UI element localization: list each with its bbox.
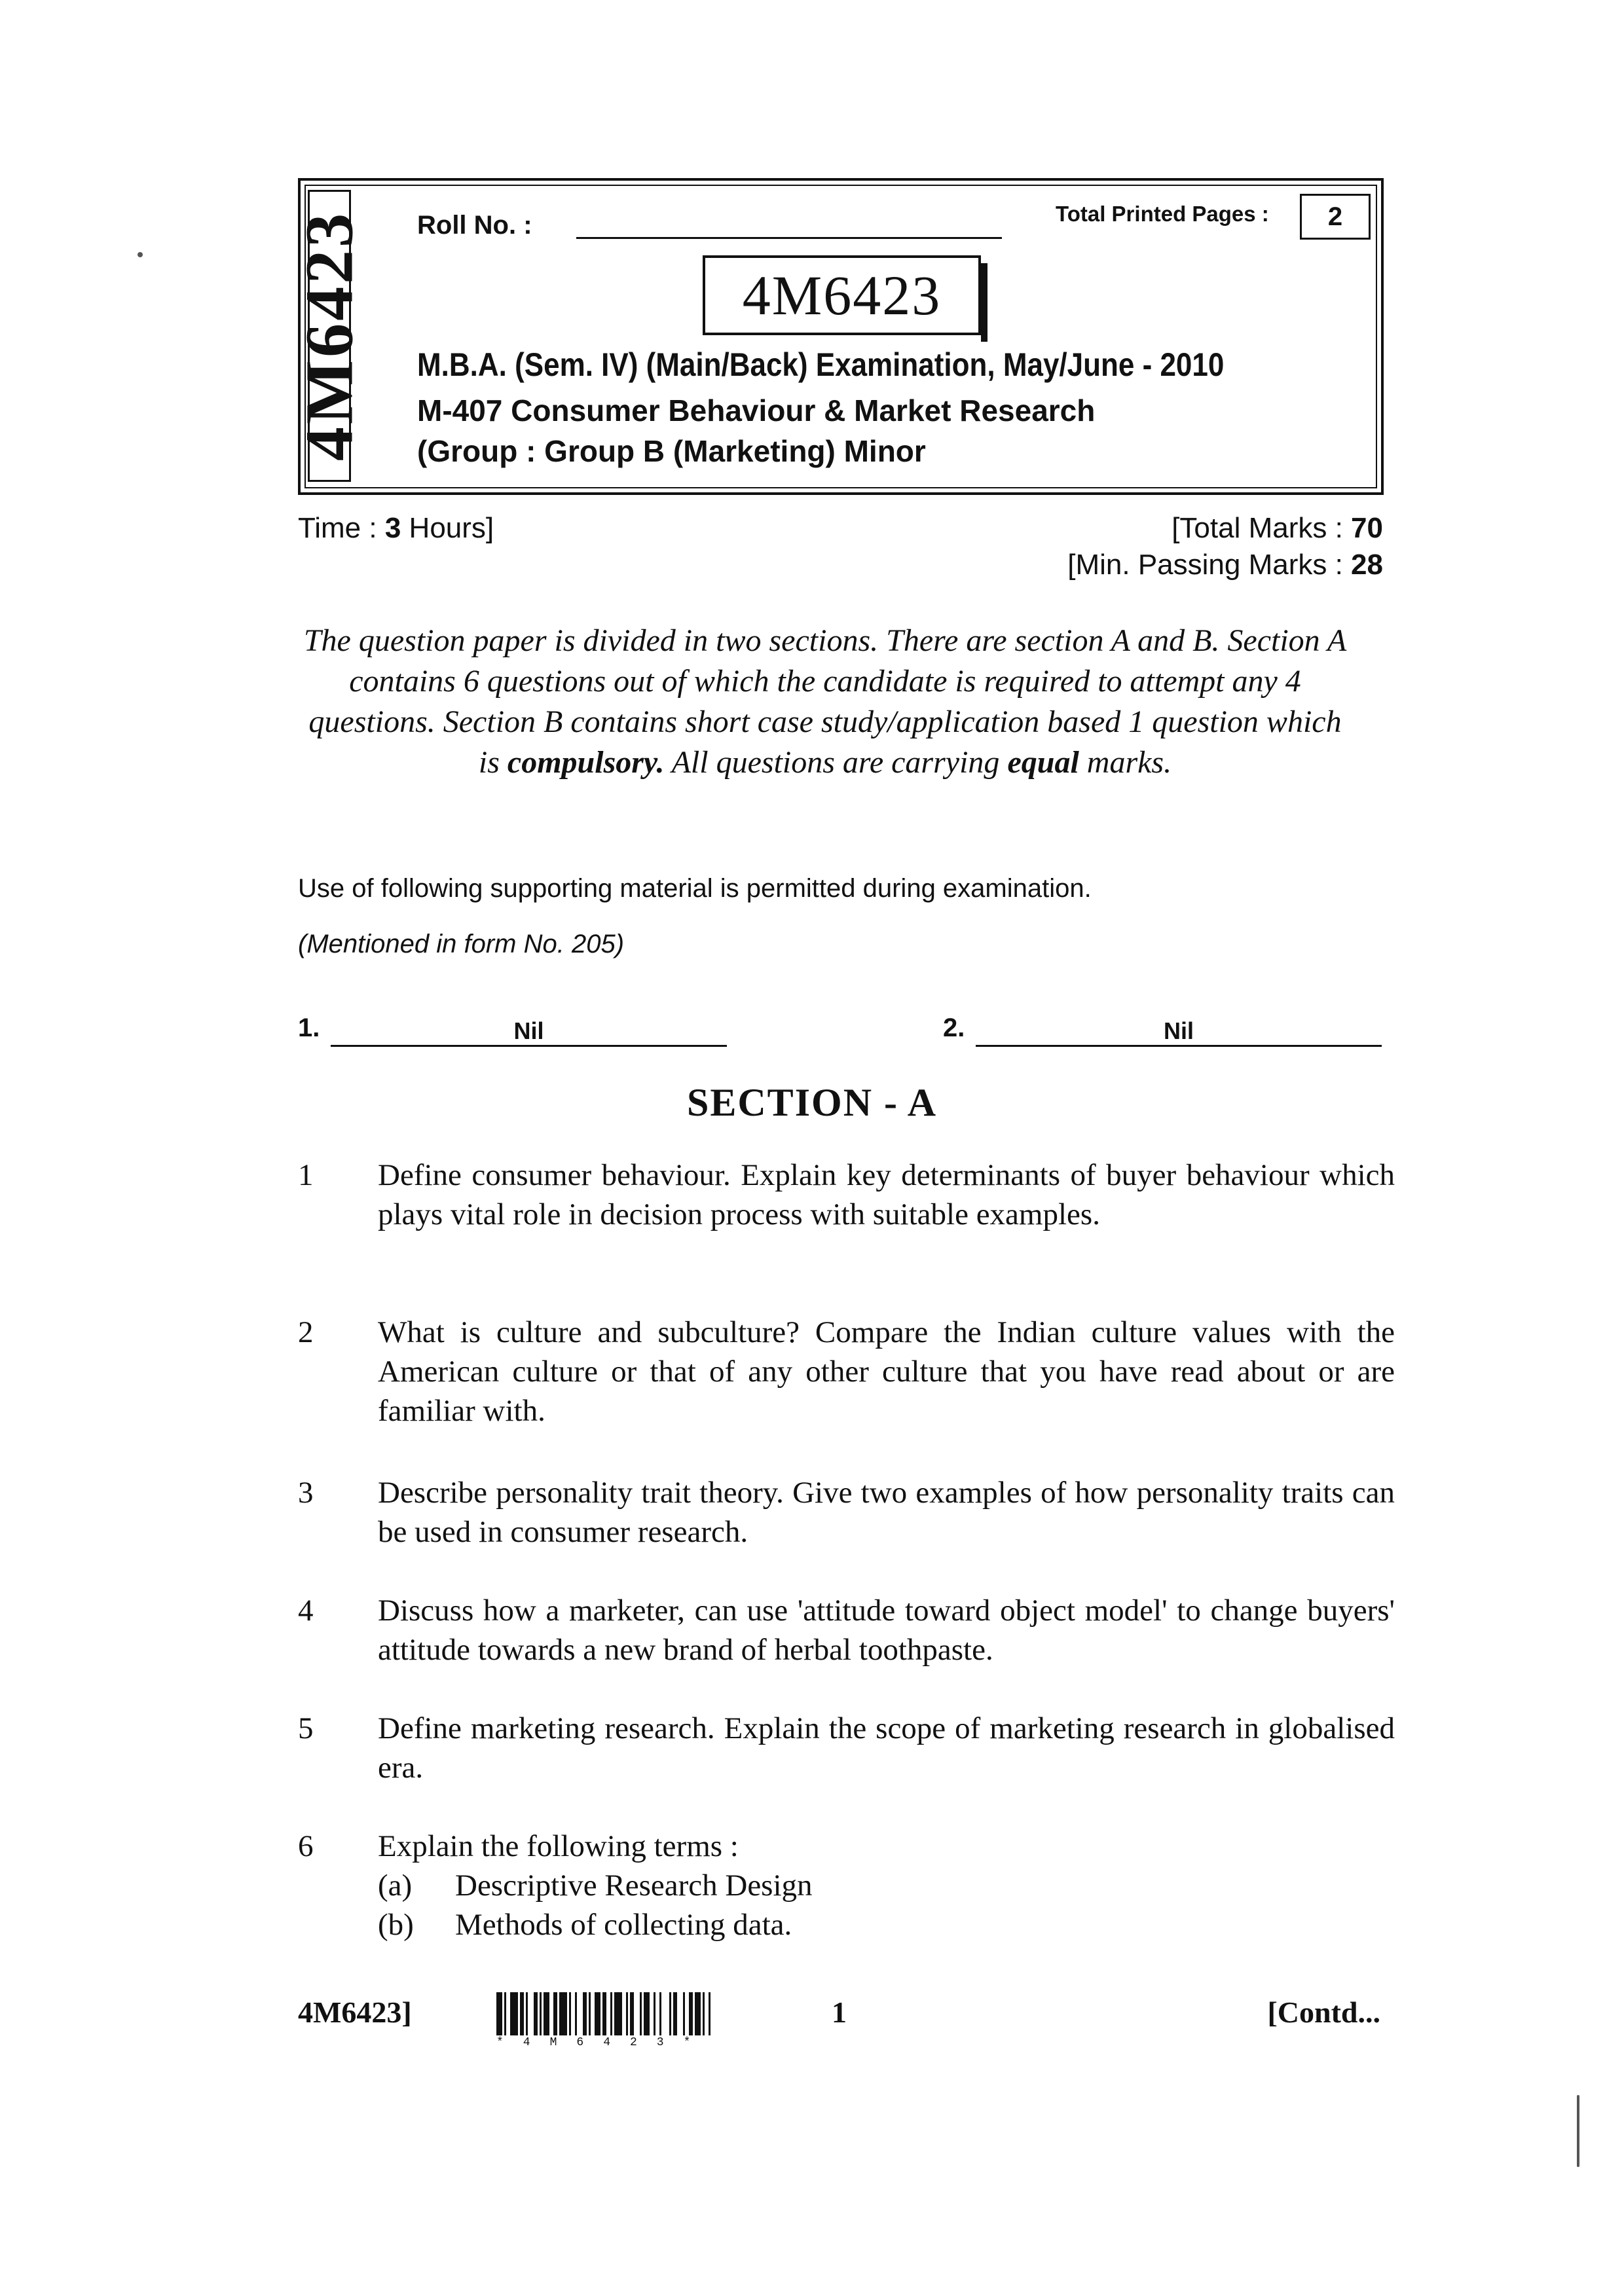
scan-speck (138, 252, 143, 257)
barcode-bar (683, 1992, 685, 2035)
paper-code: 4M6423 (703, 255, 981, 335)
time-info (298, 512, 494, 545)
sub-question-a (378, 1866, 1395, 1905)
group-title: (Group : Group B (Marketing) Minor (417, 434, 926, 468)
instructions-part3: marks. (1086, 745, 1172, 780)
barcode-bar (553, 1992, 557, 2035)
barcode-bar (559, 1992, 567, 2035)
material-1-value (331, 1019, 727, 1047)
barcode-bar (673, 1992, 677, 2035)
material-1-text: Nil (513, 1017, 544, 1044)
barcode-bar (534, 1992, 538, 2035)
barcode-bar (644, 1992, 650, 2035)
scan-mark (1577, 2095, 1579, 2167)
exam-title: M.B.A. (Sem. IV) (Main/Back) Examination, May/June - 2010 (417, 346, 1225, 383)
barcode-bar (575, 1992, 577, 2035)
barcode-text: *4M6423* (496, 2036, 710, 2049)
question-2 (298, 1313, 1395, 1430)
material-1-number: 1. (298, 1013, 320, 1042)
total-printed-pages-label: Total Printed Pages : (1056, 202, 1269, 226)
instructions-bold2: equal (1007, 745, 1079, 780)
barcode-bar (520, 1992, 524, 2035)
instructions-part1: The question paper is divided in two sections. There are section A and B. Section A contains 6 questions out of which the candidate is required to attempt any 4 questions. Section B contains short case study/application based 1 question which is (303, 623, 1347, 780)
min-marks-label: [Min. Passing Marks : (1067, 549, 1343, 581)
page-number: 1 (832, 1995, 847, 2029)
sub-question-text: Methods of collecting data. (455, 1908, 792, 1942)
sub-question-label: (a) (378, 1868, 413, 1903)
course-title: M-407 Consumer Behaviour & Market Research (417, 393, 1096, 428)
barcode-bar (569, 1992, 571, 2035)
question-text: What is culture and subculture? Compare the Indian culture values with the American culture or that of any other culture that you have read about or are familiar with. (378, 1315, 1395, 1428)
section-a-heading: SECTION - A (686, 1081, 938, 1124)
sub-question-text: Descriptive Research Design (455, 1868, 813, 1903)
time-value: 3 (384, 512, 401, 544)
question-1 (298, 1156, 1395, 1234)
barcode-bar (504, 1992, 506, 2035)
barcode-bar (496, 1992, 502, 2035)
material-2-number: 2. (943, 1013, 965, 1042)
question-number: 1 (298, 1158, 314, 1192)
barcode-bar (595, 1992, 600, 2035)
instructions (301, 621, 1349, 783)
question-number: 2 (298, 1315, 314, 1349)
form-mention: (Mentioned in form No. 205) (298, 930, 625, 958)
material-2-value (976, 1019, 1382, 1047)
barcode-icon (496, 1992, 784, 2035)
question-text: Explain the following terms : (378, 1829, 739, 1863)
total-marks (1172, 512, 1383, 545)
barcode-bar (626, 1992, 628, 2035)
question-number: 4 (298, 1594, 314, 1628)
barcode-bar (614, 1992, 622, 2035)
total-printed-pages-value: 2 (1300, 194, 1371, 240)
barcode-bar (654, 1992, 655, 2035)
barcode-bar (602, 1992, 606, 2035)
barcode-bar (659, 1992, 661, 2035)
time-unit: Hours] (409, 512, 494, 544)
total-marks-label: [Total Marks : (1172, 512, 1343, 544)
barcode-bar (589, 1992, 591, 2035)
side-paper-code: 4M6423 (291, 210, 367, 462)
barcode-bar (583, 1992, 587, 2035)
question-text: Describe personality trait theory. Give two examples of how personality traits can be used in consumer research. (378, 1476, 1395, 1549)
question-number: 6 (298, 1829, 314, 1863)
question-text: Define marketing research. Explain the scope of marketing research in globalised era. (378, 1711, 1395, 1785)
question-3 (298, 1473, 1395, 1552)
barcode-bar (669, 1992, 671, 2035)
question-5 (298, 1709, 1395, 1787)
roll-number-label: Roll No. : (417, 211, 532, 240)
question-number: 3 (298, 1476, 314, 1510)
question-4 (298, 1591, 1395, 1669)
barcode-bar (695, 1992, 701, 2035)
material-2-text: Nil (1163, 1017, 1194, 1044)
question-6 (298, 1827, 1395, 1944)
barcode-bar (689, 1992, 693, 2035)
continued-marker: [Contd... (1267, 1995, 1380, 2029)
total-marks-value: 70 (1351, 512, 1383, 544)
roll-number-field (576, 237, 1002, 239)
min-marks-value: 28 (1351, 549, 1383, 581)
time-label: Time : (298, 512, 377, 544)
barcode-bar (709, 1992, 710, 2035)
instructions-bold1: compulsory. (507, 745, 665, 780)
barcode-bar (544, 1992, 549, 2035)
barcode-bar (610, 1992, 612, 2035)
instructions-part2: All questions are carrying (671, 745, 1000, 780)
question-text: Define consumer behaviour. Explain key determinants of buyer behaviour which plays vital role in decision process with suitable examples. (378, 1158, 1395, 1231)
barcode-bar (526, 1992, 528, 2035)
footer-paper-code: 4M6423] (298, 1995, 412, 2029)
barcode-bar (703, 1992, 705, 2035)
question-text: Discuss how a marketer, can use 'attitude toward object model' to change buyers' attitude towards a new brand of herbal toothpaste. (378, 1594, 1395, 1667)
sub-question-b (378, 1905, 1395, 1944)
barcode-bar (630, 1992, 634, 2035)
sub-question-label: (b) (378, 1908, 414, 1942)
barcode-bar (510, 1992, 518, 2035)
support-material-text: Use of following supporting material is permitted during examination. (298, 874, 1092, 903)
min-passing-marks (1067, 549, 1383, 581)
question-number: 5 (298, 1711, 314, 1745)
barcode-bar (640, 1992, 642, 2035)
barcode-bar (540, 1992, 542, 2035)
